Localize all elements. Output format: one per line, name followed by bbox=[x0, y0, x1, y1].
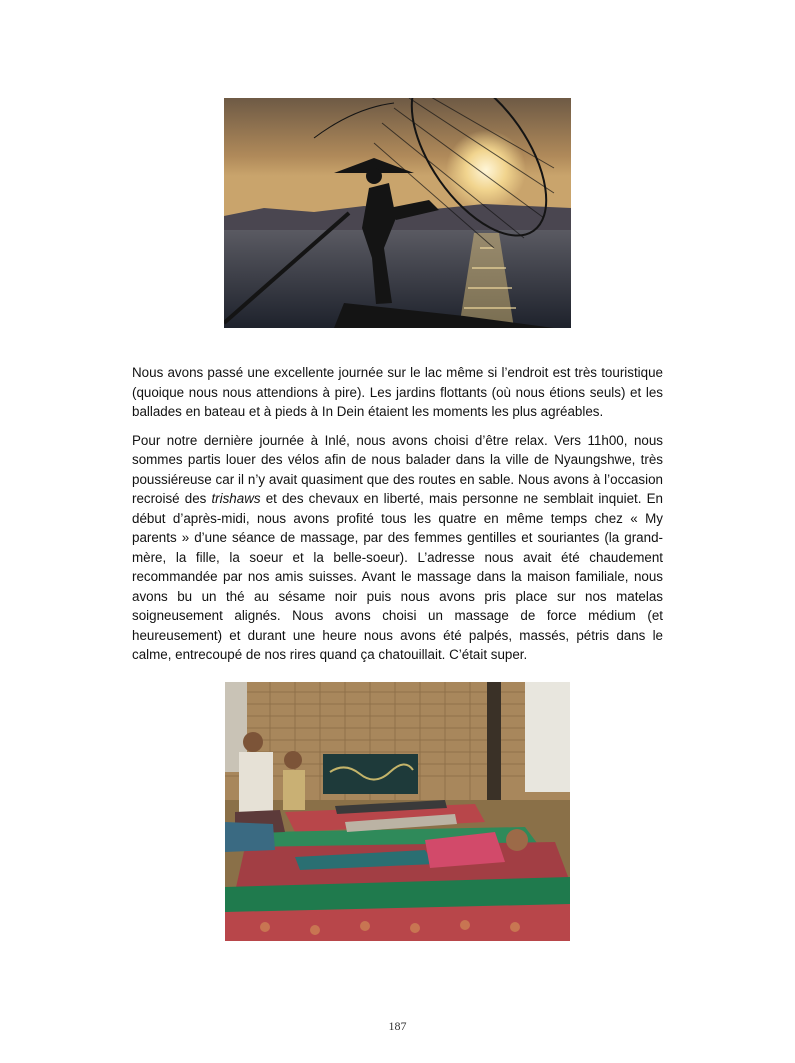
paragraph-2-text-b: et des chevaux en liberté, mais personne ne semblait inquiet. En début d’après-midi, nous avons profité tous les quatre en même temps chez « My parents » d’une séance de massage, par des femmes gentilles et souriantes (la grand-mère, la fille, la soeur et la belle-soeur). L’adresse nous avait été chaudement recommandée par nos amis suisses. Avant le massage dans la maison familiale, nous avons bu un thé au sésame noir puis nous avons pris place sur nos matelas soigneusement alignés. Nous avons choisi un massage de force médium (et heureusement) et durant une heure nous avons été palpés, massés, pétris dans le calme, entrecoupé de nos rires quand ça chatouillait. C’était super. bbox=[132, 491, 663, 662]
paragraph-1-text: Nous avons passé une excellente journée sur le lac même si l’endroit est très touristique (quoique nous nous attendions à pire). Les jardins flottants (où nous étions seuls) et les ballades en bateau et à pieds à In Dein étaient les moments les plus agréables. bbox=[132, 365, 663, 419]
page-number: 187 bbox=[388, 1019, 407, 1033]
paragraph-2-text-a: Pour notre dernière journée à Inlé, nous avons choisi d’être relax. Vers 11h00, nous sommes partis louer des vélos afin de nous balader dans la ville de Nyaungshwe, très poussiéreuse car il n’y avait quasiment que des routes en sable. Nous avons à l’occasion recroisé des bbox=[132, 432, 663, 506]
paragraph-1 bbox=[132, 363, 663, 422]
fisherman-photo bbox=[224, 98, 571, 328]
massage-room-photo bbox=[225, 682, 570, 941]
article-body bbox=[132, 363, 663, 674]
paragraph-2 bbox=[132, 431, 663, 665]
trishaws-term: trishaws bbox=[211, 491, 261, 506]
